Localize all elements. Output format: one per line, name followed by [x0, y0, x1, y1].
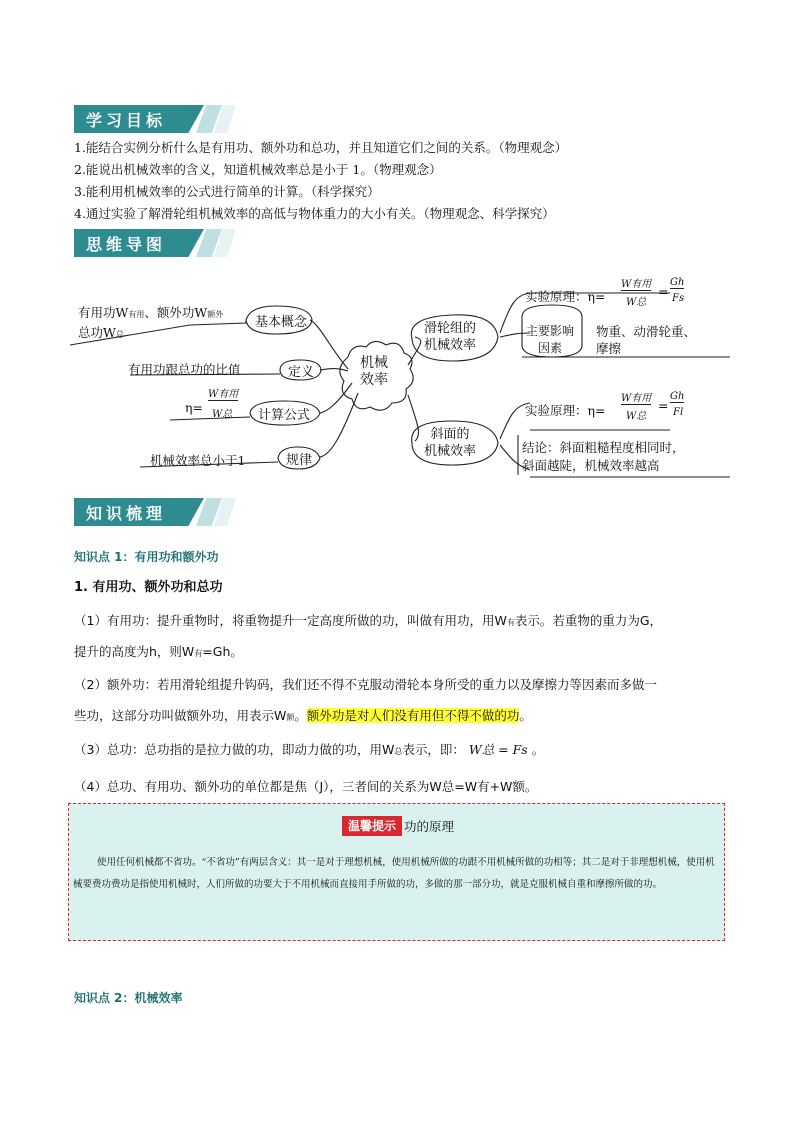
- incline-den: W总: [626, 411, 647, 422]
- leaf-concept: [78, 303, 223, 321]
- knowledge-point-title: 知识点 1：有用功和额外功: [74, 550, 219, 564]
- text: 表示。若重物的重力为G，: [514, 613, 663, 628]
- node-formula: 计算公式: [258, 408, 311, 423]
- pulley-frac-den: Fs: [672, 293, 685, 304]
- pulley-factor-values: [596, 323, 696, 357]
- objective-item: 2.能说出机械效率的含义，知道机械效率总是小于 1。（物理观念）: [74, 162, 442, 177]
- incline-frac-num: Gh: [670, 391, 685, 402]
- text: =Gh。: [202, 644, 243, 659]
- pulley-principle: [525, 287, 605, 305]
- incline-conclusion: [522, 439, 685, 475]
- tip-tag: 温馨提示: [342, 816, 402, 836]
- leaf-text: 有用功W: [78, 305, 129, 320]
- leaf-text: 因素: [538, 341, 563, 355]
- objective-item: 3.能利用机械效率的公式进行简单的计算。（科学探究）: [74, 184, 380, 199]
- leaf-formula-eta: η=: [185, 400, 203, 415]
- objective-item: 1.能结合实例分析什么是有用功、额外功和总功，并且知道它们之间的关系。（物理观念）: [74, 140, 568, 155]
- section-heading: 1. 有用功、额外功和总功: [74, 580, 223, 595]
- leaf-text: η=: [587, 403, 606, 418]
- section-banner-knowledge: [74, 498, 234, 526]
- center-node: [360, 355, 388, 389]
- paragraph-useful-work-cont: [74, 642, 734, 664]
- text: 。: [519, 708, 532, 723]
- section-banner-objectives: [74, 105, 234, 133]
- paragraph-total-work: [74, 740, 734, 762]
- center-node-line: 效率: [360, 372, 388, 388]
- text: 些功，这部分功叫做额外功，用表示W: [74, 708, 287, 723]
- formula: W总 = Fs: [468, 742, 528, 757]
- node-line: 滑轮组的: [424, 321, 477, 336]
- leaf-text: 实验原理：: [525, 403, 588, 418]
- incline-num: W有用: [621, 389, 651, 405]
- text: 。: [294, 708, 307, 723]
- node-line: 机械效率: [424, 444, 477, 459]
- node-basic-concept: 基本概念: [255, 315, 308, 330]
- section-title: 知识梳理: [86, 504, 167, 523]
- section-title: 学习目标: [86, 111, 167, 130]
- section-banner-mindmap: [74, 229, 234, 257]
- leaf-text: 物重、动滑轮重、: [596, 324, 697, 339]
- node-definition: 定义: [288, 365, 315, 380]
- paragraph-extra-work-cont: [74, 706, 734, 728]
- leaf-text: 主要影响: [526, 324, 575, 338]
- paragraph-useful-work: [74, 611, 734, 633]
- node-line: 斜面的: [430, 427, 470, 442]
- pulley-den: W总: [626, 297, 647, 308]
- subscript: 额: [286, 713, 295, 722]
- subscript: 总: [394, 747, 403, 756]
- center-node-line: 机械: [360, 355, 388, 371]
- leaf-sub: 有用: [128, 310, 145, 319]
- leaf-sub: 额外: [207, 310, 224, 319]
- node-incline: [424, 426, 476, 460]
- mind-map: [70, 265, 730, 490]
- leaf-text: η=: [587, 289, 606, 304]
- node-rule: 规律: [286, 453, 313, 468]
- pulley-num: W有用: [621, 275, 651, 291]
- text: 。: [531, 742, 545, 757]
- leaf-sub: 总: [115, 330, 124, 339]
- pulley-eq: =: [658, 284, 669, 299]
- incline-frac-den: Fl: [673, 407, 684, 418]
- highlighted-text: 额外功是对人们没有用但不得不做的功: [306, 708, 520, 723]
- leaf-text: 、额外功W: [144, 305, 208, 320]
- leaf-text: 总功W: [78, 325, 116, 340]
- leaf-concept-total: [78, 323, 124, 341]
- subscript: 有: [506, 618, 515, 627]
- objective-item: 4.通过实验了解滑轮组机械效率的高低与物体重力的大小有关。（物理观念、科学探究）: [74, 206, 555, 221]
- leaf-text: 实验原理：: [525, 289, 588, 304]
- knowledge-point-title: 知识点 2：机械效率: [74, 991, 183, 1005]
- leaf-definition: 有用功跟总功的比值: [128, 362, 241, 377]
- leaf-formula-num: W有用: [208, 385, 238, 401]
- subscript: 有: [194, 649, 203, 658]
- incline-eq: =: [658, 398, 669, 413]
- leaf-text: 结论：斜面粗糙程度相同时，: [522, 440, 685, 455]
- text: 提升的高度为h，则W: [74, 644, 195, 659]
- text: （1）有用功：提升重物时，将重物提升一定高度所做的功，叫做有用功，用W: [74, 613, 507, 628]
- leaf-text: 摩擦: [596, 341, 622, 356]
- paragraph-units: （4）总功、有用功、额外功的单位都是焦（J），三者间的关系为W总=W有+W额。: [74, 779, 538, 794]
- leaf-rule: 机械效率总小于1: [150, 453, 246, 468]
- tip-box: [68, 803, 725, 941]
- pulley-factor-label: [526, 323, 574, 357]
- text: 表示，即：: [402, 742, 465, 757]
- tip-body: 使用任何机械都不省功。“不省功”有两层含义：其一是对于理想机械，使用机械所做的功跟不用机械所做的功相等；其二是对于非理想机械，使用机械要费功费功是指使用机械时，人们所做的功要大于不用机械而直接用手所做的功，多做的那一部分功，就是克服机械自重和摩擦所做的功。: [73, 857, 715, 890]
- paragraph-extra-work: （2）额外功：若用滑轮组提升钩码，我们还不得不克服动滑轮本身所受的重力以及摩擦力等因素而多做一: [74, 677, 657, 692]
- node-pulley: [424, 320, 476, 354]
- section-title: 思维导图: [86, 235, 167, 254]
- incline-principle: [525, 401, 605, 419]
- text: （3）总功：总功指的是拉力做的功，即动力做的功，用W: [74, 742, 395, 757]
- leaf-text: 斜面越陡，机械效率越高: [522, 458, 660, 473]
- pulley-frac-num: Gh: [670, 277, 685, 288]
- leaf-formula-den: W总: [212, 409, 233, 420]
- tip-title: 功的原理: [404, 819, 455, 834]
- node-line: 机械效率: [424, 338, 477, 353]
